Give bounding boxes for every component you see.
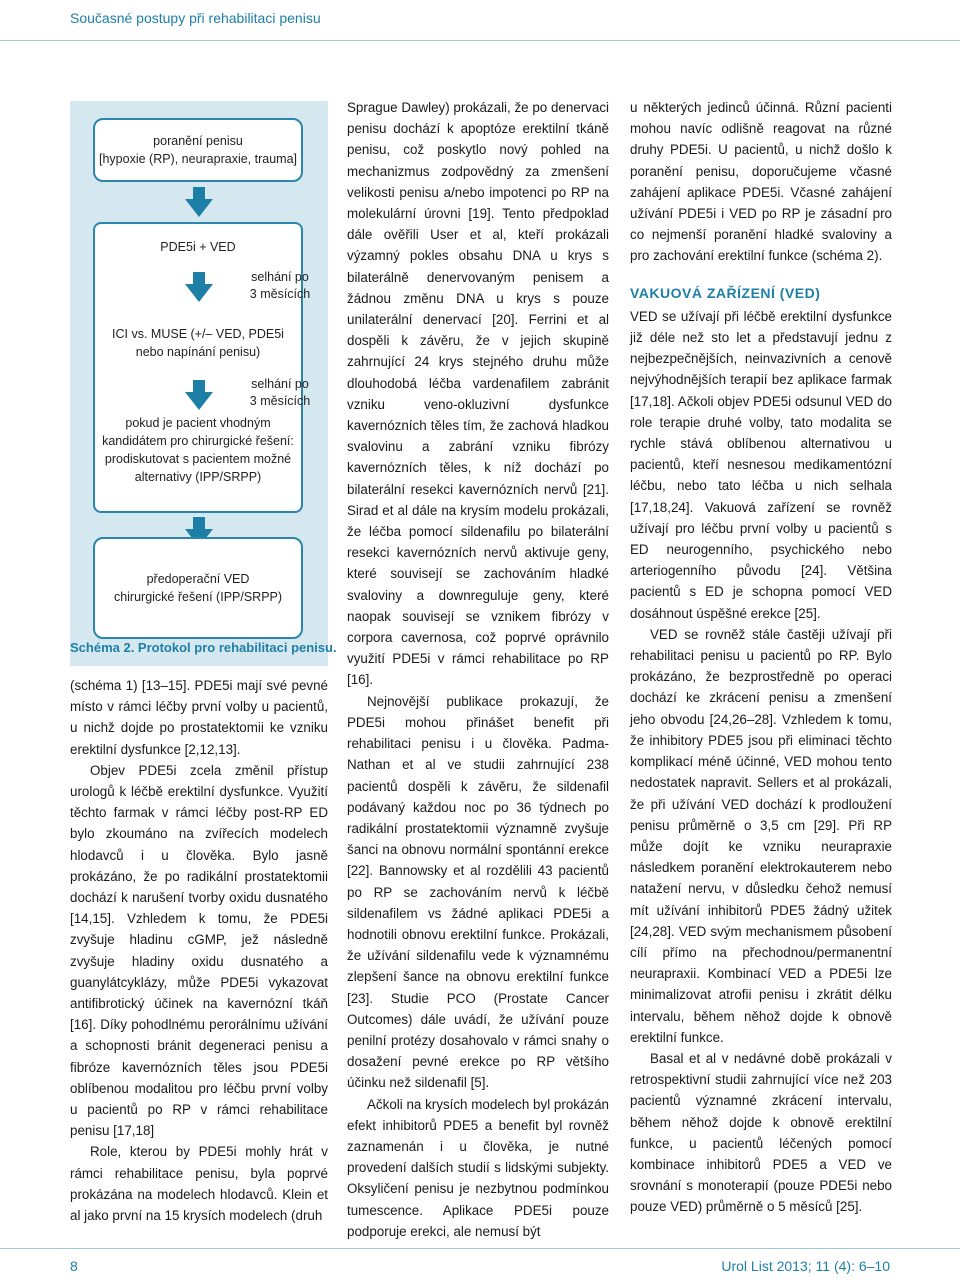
scheme-box-surgery-line: chirurgické řešení (IPP/SRPP)	[113, 590, 283, 604]
scheme-step-candidate-line: pokud je pacient vhodným	[125, 416, 271, 430]
footer-rule	[0, 1248, 960, 1249]
text-column-left	[70, 675, 328, 1226]
text-column-middle	[347, 97, 609, 1242]
paragraph: Role, kterou by PDE5i mohly hrát v rámci rehabilitace penisu, byla poprvé prokázána na modelech hlodavců. Klein et al jako první na 15 krysích modelech (druh	[70, 1144, 328, 1224]
journal-reference: Urol List 2013; 11 (4): 6–10	[721, 1258, 890, 1274]
page-number: 8	[70, 1258, 78, 1274]
scheme-step-candidate-line: alternativy (IPP/SRPP)	[134, 470, 262, 484]
header-rule	[0, 40, 960, 41]
scheme-fail-label	[245, 376, 315, 410]
scheme-step-pde5i-ved: PDE5i + VED	[160, 240, 236, 254]
paragraph: u některých jedinců účinná. Různí pacienti mohou navíc odlišně reagovat na různé druhy PDE5i. U pacientů, u nichž došlo k poranění penisu, doporučujeme včasné zahájení aplikace PDE5i. Včasné zahájení užívání PDE5i i VED po RP je zásadní pro co nejmenší poranění hladké svaloviny a pro zachování erektilní funkce (schéma 2).	[630, 100, 892, 264]
scheme-box-treatment	[93, 222, 311, 513]
paragraph: VED se užívají při léčbě erektilní dysfunkce již déle než sto let a představují jednu z nejbezpečnějších, neinvazivních a cenově nejvýhodnějších terapií bez aplikace farmak [17,18]. Ačkoli objev PDE5i odsunul VED do role terapie druhé volby, tato modalita se rychle stává oblíbenou alternativou u pacientů, kteří nesnesou medikamentózní léčbu, nebo tato léčba u nich selhala [17,18,24]. Vakuová zařízení se rovněž užívají pro léčbu první volby u pacientů s ED neurogenního, psychického nebo arteriogenního původu [24]. Většina pacientů s ED je schopna pomocí VED dosáhnout úspěšné erekce [25].	[630, 308, 892, 621]
scheme-fail-line: selhání po	[251, 270, 309, 284]
paragraph: Nejnovější publikace prokazují, že PDE5i mohou přinášet benefit při rehabilitaci penisu i u člověka. Padma-Nathan et al ve studii zahrnující 238 pacientů dospěli k závěru, že sildenafil podávaný každou noc po 36 týdnech po radikální prostatektomii významně zvyšuje šanci na obnovu normální spontánní erekce [22]. Bannowsky et al rozdělili 43 pacientů po RP se zachováním nervů k léčbě sildenafilem vs žádné aplikaci PDE5i a hodnotili obnovu erektilní funkce. Prokázali, že užívání sildenafilu vede k významnému zlepšení šance na obnovu erektilní funkce [23]. Studie PCO (Prostate Cancer Outcomes) dále uvádí, že užívání pouze penilní protézy dosahovalo v rámci snahy o dosažení pevné erekce po RP většího účinku než sildenafil [5].	[347, 693, 609, 1091]
paragraph: Basal et al v nedávné době prokázali v retrospektivní studii zahrnující více než 203 pacientů významné zkrácení intervalu, během něhož dojde k obnově erektilní funkce, u pacientů léčených pomocí kombinace inhibitorů PDE5 a VED ve srovnání s monoterapií (pouze PDE5i nebo pouze VED) průměrně o 5 měsíců [25].	[630, 1050, 892, 1215]
scheme-caption: Schéma 2. Protokol pro rehabilitaci penisu.	[70, 640, 337, 655]
scheme-step-ici-line: ICI vs. MUSE (+/– VED, PDE5i	[112, 327, 284, 341]
scheme-step-candidate	[95, 414, 301, 486]
scheme-fail-label	[245, 269, 315, 303]
text-column-right	[630, 97, 892, 1218]
scheme-box-injury-line: poranění penisu	[153, 134, 243, 148]
scheme-panel	[70, 101, 328, 666]
scheme-box-surgery-line: předoperační VED	[146, 572, 250, 586]
scheme-fail-line: selhání po	[251, 377, 309, 391]
paragraph: VED se rovněž stále častěji užívají při rehabilitaci penisu u pacientů po RP. Bylo prokázáno, že bezprostředně po operaci dochází ke zkrácení penisu a zmenšení jeho obvodu [24,26–28]. Vzhledem k tomu, že inhibitory PDE5 jsou při eliminaci těchto komplikací méně účinné, VED mohou tento nedostatek napravit. Sellers et al prokázali, že při užívání VED dochází k prodloužení penisu průměrně o 3,5 cm [29]. Při RP může dojít ke vzniku neurapraxie následkem poranění elektrokauterem nebo natažení nervu, v důsledku čehož nemusí mít užívání inhibitorů PDE5 žádný užitek [24,28]. VED svým mechanismem působení cílí přímo na přechodnou/permanentní neurapraxii. Kombinací VED a PDE5i lze minimalizovat atrofii penisu i zkrátit délku intervalu, během něhož dojde k obnově erektilní funkce.	[630, 626, 892, 1045]
paragraph: Sprague Dawley) prokázali, že po denervaci penisu dochází k apoptóze erektilní tkáně penisu, což poskytlo nový pohled na mechanizmus zodpovědný za zmenšení velikosti penisu a/nebo impotenci po RP na molekulární úrovni [19]. Tento předpoklad dále ověřili User et al, kteří prokázali výzamný pokles obsahu DNA u krys s bilaterálně denervovaným penisem a žádnou změnu DNA u krys s pouze unilaterální denervací [20]. Ferrini et al dospěli k závěru, že v jejich skupině zahrnující 24 krys stejného druhu může dlouhodobá léčba vardenafilem zabránit vzniku veno-okluzivní dysfunkce kavernózních těles tím, že zachová hladkou svalovinu a zabrání vzniku fibrózy kavernózních těles, k níž dochází po bilaterální resekci kavernózních nervů [21]. Sirad et al dále na krysím modelu prokázali, že léčba pomocí sildenafilu po bilaterální resekci kavernózních nervů aktivuje geny, které souvisejí se zachováním hladké svaloviny a downreguluje geny, které naopak souvisejí se vznikem fibrózy v corpora cavernosa, což poprvé oprávnilo využití PDE5i v rámci rehabilitace po RP [16].	[347, 100, 610, 688]
scheme-box-injury-line: [hypoxie (RP), neurapraxie, trauma]	[99, 152, 298, 166]
down-arrow-icon	[185, 187, 213, 217]
scheme-box-surgery	[93, 537, 303, 639]
down-arrow-icon	[185, 380, 213, 410]
section-heading: VAKUOVÁ ZAŘÍZENÍ (VED)	[630, 284, 821, 301]
scheme-step-candidate-line: kandidátem pro chirurgické řešení:	[102, 434, 294, 448]
scheme-fail-line: 3 měsících	[249, 394, 311, 408]
down-arrow-icon	[185, 272, 213, 302]
scheme-step-candidate-line: prodiskutovat s pacientem možné	[104, 452, 292, 466]
scheme-step-ici	[95, 325, 301, 361]
paragraph: (schéma 1) [13–15]. PDE5i mají své pevné místo v rámci léčby první volby u pacientů, u nichž dojde po prostatektomii ke vzniku erektilní dysfunkce [2,12,13].	[70, 678, 328, 757]
scheme-step-ici-line: nebo napínání penisu)	[135, 345, 261, 359]
scheme-fail-line: 3 měsících	[249, 287, 311, 301]
scheme-box-injury	[93, 118, 303, 182]
paragraph: Ačkoli na krysích modelech byl prokázán efekt inhibitorů PDE5 a benefit byl rovněž zaznamenán i u člověka, je nutné provedení dalších studií s lidskými subjekty. Oksyličení penisu je nezbytnou podmínkou tumescence. Aplikace PDE5i pouze podporuje erekci, ale nemusí být	[347, 1096, 609, 1239]
running-head: Současné postupy při rehabilitaci penisu	[70, 10, 321, 26]
paragraph: Objev PDE5i zcela změnil přístup urologů k léčbě erektilní dysfunkce. Využití těchto farmak v rámci léčby post-RP ED bylo zkoumáno na zvířecích modelech hlodavců i u člověka. Bylo jasně prokázáno, že po radikální prostatektomii dochází k narušení tvorby oxidu dusnatého [14,15]. Vzhledem k tomu, že PDE5i zvyšuje hladinu cGMP, jež následně zvyšuje hladiny oxidu dusnatého a guanylátcyklázy, může PDE5i vykazovat antifibrotický účinek na kavernózní tkáň [16]. Díky pohodlnému perorálnímu užívání a schopnosti bránit degeneraci penisu a fibróze kavernózních těles jsou PDE5i oblíbenou modalitou pro léčbu první volby u pacientů po RP v rámci rehabilitace penisu [17,18]	[70, 762, 328, 1139]
